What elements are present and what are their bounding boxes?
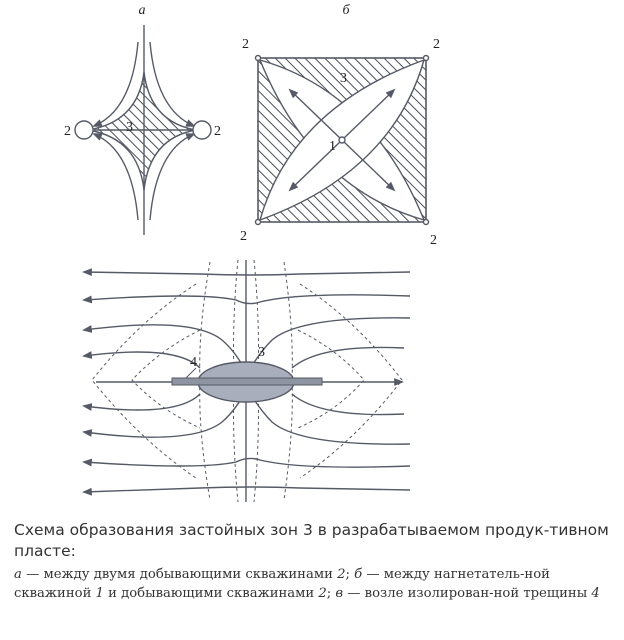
- panel-c-zone-label: 3: [258, 345, 265, 360]
- legend-a-text: — между двумя добывающими скважинами: [21, 567, 338, 582]
- legend-b-num-2: 2: [318, 585, 327, 601]
- panel-a: [64, 3, 221, 235]
- panel-c-streamline: [84, 487, 410, 492]
- panel-c-streamline: [292, 347, 404, 368]
- legend-c-letter: в: [335, 585, 344, 601]
- panel-c-streamline: [84, 272, 410, 275]
- legend-a-num: 2: [337, 567, 346, 582]
- caption-legend: а — между двумя добывающими скважинами 2; б — между нагнетатель-ной скважиной 1 и добывающими скважинами 2; в — возле изолирован-ной трещины 4: [14, 567, 600, 601]
- panel-b-corner-tr-label: 2: [433, 37, 440, 52]
- panel-a-production-well-left: [75, 121, 93, 139]
- panel-a-zone-label: 3: [126, 120, 133, 135]
- panel-b-corner-br-label: 2: [430, 233, 437, 248]
- legend-c-text: — возле изолирован-ной трещины: [343, 585, 592, 601]
- panel-c-streamline: [292, 394, 404, 415]
- panel-b-injection-label: 1: [329, 139, 336, 154]
- panel-a-letter: а: [138, 3, 146, 18]
- panel-b-letter: б: [342, 3, 350, 18]
- panel-c-streamline: [84, 295, 410, 304]
- caption-title: Схема образования застойных зон 3 в разрабатываемом продук-тивном пласте:: [14, 521, 609, 560]
- legend-c-num: 4: [591, 585, 600, 601]
- panel-a-production-well-right: [193, 121, 211, 139]
- panel-b-production-well: [424, 56, 429, 61]
- panel-b-corner-tl-label: 2: [242, 37, 249, 52]
- panel-b-injection-well: [339, 137, 345, 143]
- legend-b-letter: б: [354, 567, 363, 582]
- panel-a-stagnant-zone: [88, 72, 196, 190]
- legend-a-letter: а: [14, 567, 22, 582]
- panel-c-streamline: [84, 458, 410, 467]
- panel-b-production-well: [256, 56, 261, 61]
- panel-a-well-left-label: 2: [64, 124, 71, 139]
- legend-b-num-1: 1: [95, 585, 104, 601]
- legend-b-text-1: — между нагнетатель-ной скважиной: [14, 567, 550, 601]
- panel-b: [240, 3, 440, 248]
- panel-c-isolated-fracture: [172, 378, 322, 385]
- panel-b-production-well: [256, 220, 261, 225]
- panel-a-well-right-label: 2: [214, 124, 221, 139]
- panel-c-streamline: [248, 318, 410, 372]
- figure-caption: [14, 520, 614, 603]
- panel-b-production-well: [424, 220, 429, 225]
- panel-b-zone-label: 3: [340, 71, 347, 86]
- panel-c-streamline: [84, 394, 200, 410]
- panel-b-corner-bl-label: 2: [240, 229, 247, 244]
- panel-c-fracture-label: 4: [190, 355, 197, 370]
- legend-b-text-2: и добывающими скважинами: [103, 585, 319, 601]
- panel-c-streamline: [84, 352, 200, 368]
- panel-c: [84, 260, 410, 502]
